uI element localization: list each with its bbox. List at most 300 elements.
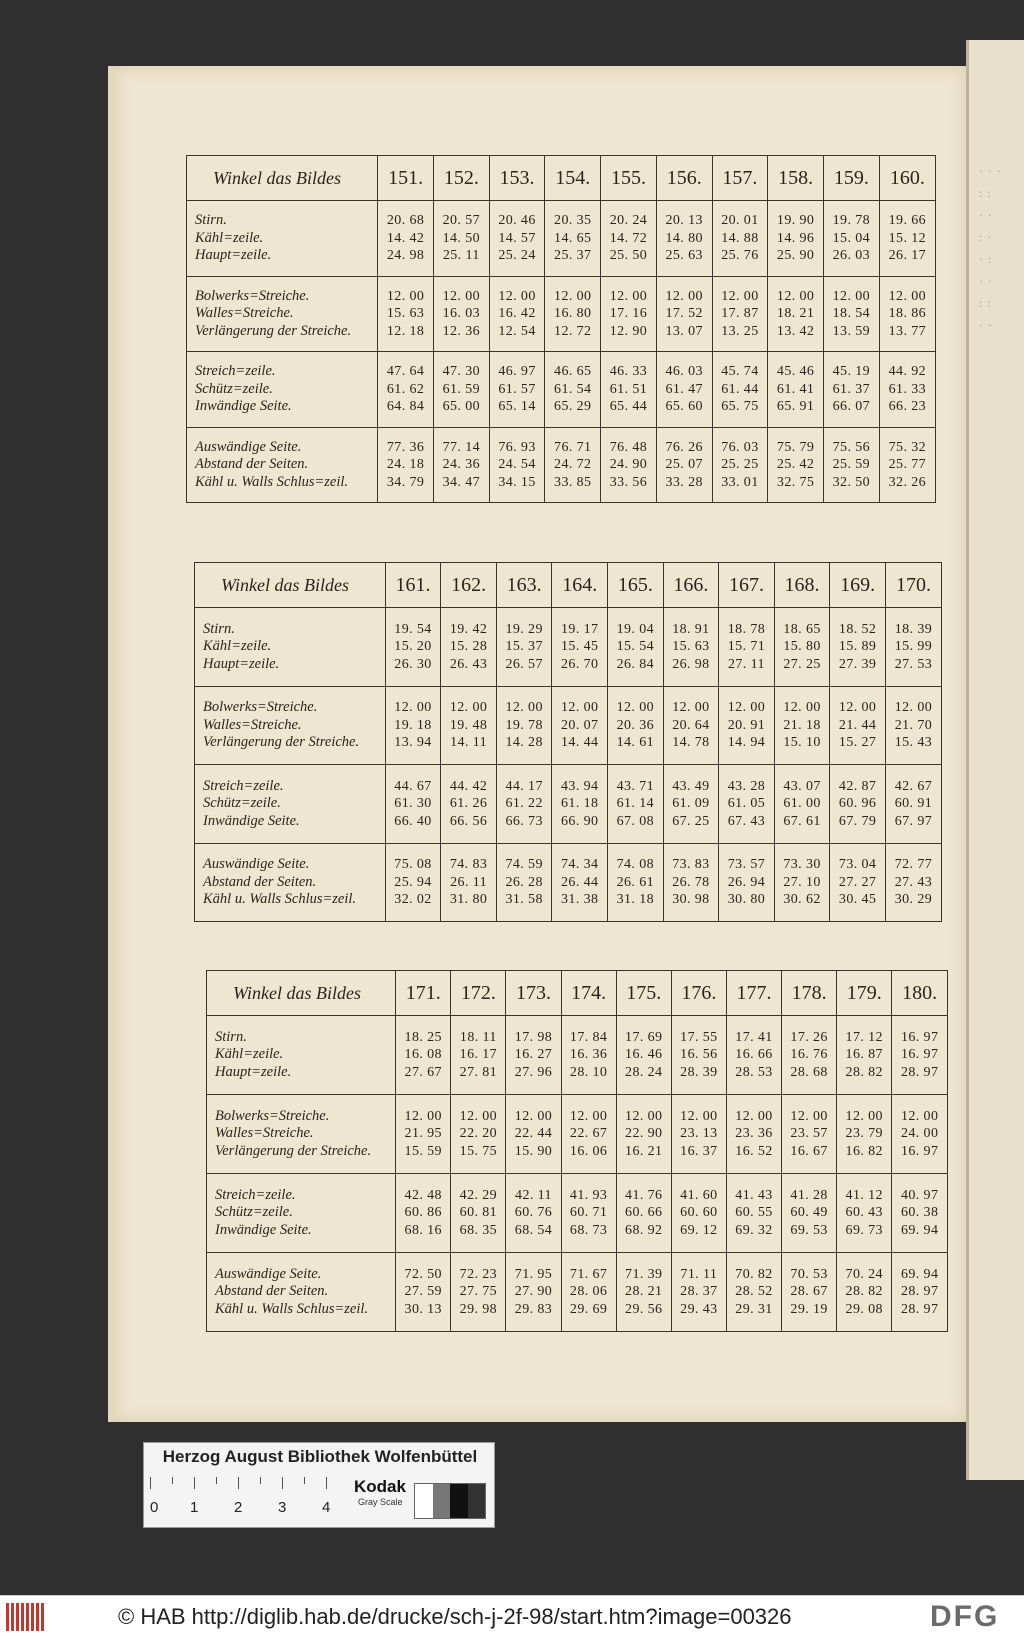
ruler-number: 0 xyxy=(150,1499,159,1516)
value: 33. 01 xyxy=(721,474,759,490)
value: 68. 35 xyxy=(459,1222,498,1238)
row-labels xyxy=(207,1253,396,1331)
value-cell xyxy=(552,765,608,844)
value-cell xyxy=(441,765,497,844)
value: 16. 42 xyxy=(498,306,536,322)
value-cell xyxy=(451,1095,506,1174)
value: 15. 12 xyxy=(888,230,927,246)
value: 12. 90 xyxy=(609,323,648,339)
value: 15. 80 xyxy=(783,639,821,655)
value-cell xyxy=(545,201,601,277)
value: 12. 00 xyxy=(394,700,432,716)
value-cell xyxy=(663,765,719,844)
value: 16. 97 xyxy=(900,1029,939,1045)
value-cell xyxy=(552,843,608,921)
value-cell xyxy=(506,1253,561,1331)
value-cell xyxy=(726,1174,781,1253)
value: 25. 24 xyxy=(498,248,536,264)
value: 26. 78 xyxy=(672,874,710,890)
row-label: Streich=zeile. xyxy=(203,777,284,794)
adjacent-page-bleed: · · · : : · · : · · : · · : : · · xyxy=(979,164,1002,332)
value-cell xyxy=(830,843,886,921)
value: 21. 70 xyxy=(894,717,933,733)
ruler-number: 2 xyxy=(234,1499,243,1516)
value: 26. 11 xyxy=(450,874,488,890)
value: 16. 97 xyxy=(900,1047,939,1063)
value: 61. 30 xyxy=(394,796,432,812)
value: 44. 92 xyxy=(888,364,927,380)
value: 65. 60 xyxy=(665,399,703,415)
value-cell xyxy=(712,352,768,428)
row-label: Stirn. xyxy=(215,1028,247,1045)
value: 27. 39 xyxy=(838,656,877,672)
row-labels xyxy=(195,686,385,765)
value: 20. 64 xyxy=(672,717,710,733)
value: 29. 19 xyxy=(790,1301,828,1317)
value-cell xyxy=(506,1174,561,1253)
copyright-url[interactable]: © HAB http://diglib.hab.de/drucke/sch-j-2f-98/start.htm?image=00326 xyxy=(118,1604,792,1629)
value: 24. 36 xyxy=(442,457,481,473)
value: 31. 80 xyxy=(449,892,488,908)
value: 17. 55 xyxy=(680,1029,718,1045)
value: 30. 80 xyxy=(727,892,766,908)
value: 23. 79 xyxy=(845,1126,883,1142)
angle-column-header: 162. xyxy=(441,563,497,608)
value-cell xyxy=(823,352,879,428)
value: 60. 49 xyxy=(790,1205,828,1221)
value: 26. 28 xyxy=(505,874,543,890)
value: 27. 53 xyxy=(894,656,933,672)
value: 60. 96 xyxy=(838,796,877,812)
angle-column-header: 164. xyxy=(552,563,608,608)
value: 41. 28 xyxy=(790,1187,828,1203)
value: 73. 30 xyxy=(783,857,821,873)
value: 15. 89 xyxy=(838,639,877,655)
value-cell xyxy=(489,352,545,428)
value: 60. 55 xyxy=(735,1205,773,1221)
value: 19. 17 xyxy=(561,621,599,637)
table-row-group xyxy=(195,765,941,844)
value: 12. 00 xyxy=(665,288,703,304)
value: 12. 54 xyxy=(498,323,536,339)
value: 27. 27 xyxy=(838,874,877,890)
value-cell xyxy=(441,686,497,765)
row-labels xyxy=(195,843,385,921)
value: 47. 64 xyxy=(386,364,425,380)
value: 27. 75 xyxy=(459,1284,498,1300)
value-cell xyxy=(552,608,608,687)
value-cell xyxy=(663,608,719,687)
archive-label-card xyxy=(143,1442,495,1528)
value: 18. 25 xyxy=(404,1029,442,1045)
value: 20. 24 xyxy=(609,213,648,229)
value: 73. 57 xyxy=(727,857,766,873)
value-cell xyxy=(830,686,886,765)
value: 15. 63 xyxy=(386,306,425,322)
value: 61. 57 xyxy=(498,381,536,397)
row-label: Kähl u. Walls Schlus=zeil. xyxy=(215,1300,369,1317)
table-row-group xyxy=(195,686,941,765)
value: 20. 46 xyxy=(498,213,536,229)
value: 66. 07 xyxy=(832,399,871,415)
dfg-logo: DFG xyxy=(930,1600,1000,1633)
value: 25. 07 xyxy=(665,457,703,473)
row-label: Abstand der Seiten. xyxy=(215,1283,329,1300)
value: 27. 10 xyxy=(783,874,821,890)
value: 70. 53 xyxy=(790,1266,828,1282)
value: 12. 00 xyxy=(561,700,599,716)
value: 21. 18 xyxy=(783,717,821,733)
value: 32. 02 xyxy=(394,892,432,908)
value: 12. 00 xyxy=(900,1108,939,1124)
value: 61. 44 xyxy=(721,381,759,397)
value: 71. 67 xyxy=(569,1266,608,1282)
value: 60. 60 xyxy=(680,1205,718,1221)
value: 60. 91 xyxy=(894,796,933,812)
value: 12. 00 xyxy=(386,288,425,304)
row-labels xyxy=(187,276,378,352)
value: 26. 57 xyxy=(505,656,543,672)
value: 12. 00 xyxy=(894,700,933,716)
value: 15. 75 xyxy=(459,1143,498,1159)
value-cell xyxy=(601,352,657,428)
value: 19. 04 xyxy=(616,621,655,637)
value: 74. 83 xyxy=(449,857,488,873)
value: 42. 29 xyxy=(459,1187,498,1203)
value: 28. 53 xyxy=(735,1064,773,1080)
value: 27. 67 xyxy=(404,1064,442,1080)
value-cell xyxy=(837,1174,892,1253)
angle-column-header: 179. xyxy=(837,971,892,1016)
value: 61. 54 xyxy=(554,381,592,397)
value: 28. 24 xyxy=(625,1064,663,1080)
value: 77. 14 xyxy=(442,439,481,455)
value-cell xyxy=(441,843,497,921)
value-cell xyxy=(892,1016,947,1095)
row-label: Walles=Streiche. xyxy=(195,305,294,322)
row-labels xyxy=(195,765,385,844)
table-row-group xyxy=(195,608,941,687)
angle-column-header: 173. xyxy=(506,971,561,1016)
value-cell xyxy=(671,1095,726,1174)
row-label: Schütz=zeile. xyxy=(195,380,273,397)
value-cell xyxy=(496,686,552,765)
value: 70. 24 xyxy=(845,1266,883,1282)
value: 61. 47 xyxy=(665,381,703,397)
value: 61. 51 xyxy=(609,381,648,397)
value: 41. 12 xyxy=(845,1187,883,1203)
value: 30. 98 xyxy=(672,892,710,908)
angle-column-header: 165. xyxy=(608,563,664,608)
value-cell xyxy=(385,686,441,765)
value-cell xyxy=(663,686,719,765)
kodak-brand: Kodak xyxy=(354,1477,406,1496)
value: 60. 86 xyxy=(404,1205,442,1221)
value-cell xyxy=(719,765,775,844)
value: 13. 07 xyxy=(665,323,703,339)
value-cell xyxy=(768,276,824,352)
value: 19. 90 xyxy=(776,213,815,229)
angle-column-header: 151. xyxy=(378,156,434,201)
value: 60. 43 xyxy=(845,1205,883,1221)
angle-column-header: 166. xyxy=(663,563,719,608)
value: 40. 97 xyxy=(900,1187,939,1203)
value: 61. 59 xyxy=(442,381,481,397)
table-2 xyxy=(194,562,942,922)
value: 29. 98 xyxy=(459,1301,498,1317)
value: 16. 36 xyxy=(569,1047,608,1063)
value: 24. 18 xyxy=(386,457,425,473)
value: 15. 37 xyxy=(505,639,543,655)
value: 26. 30 xyxy=(394,656,432,672)
value-cell xyxy=(885,765,941,844)
value: 16. 80 xyxy=(554,306,592,322)
value-cell xyxy=(451,1174,506,1253)
value: 15. 20 xyxy=(394,639,432,655)
value: 42. 48 xyxy=(404,1187,442,1203)
value: 13. 77 xyxy=(888,323,927,339)
value: 29. 83 xyxy=(514,1301,553,1317)
value: 29. 31 xyxy=(735,1301,773,1317)
value-cell xyxy=(496,765,552,844)
value: 12. 00 xyxy=(735,1108,773,1124)
angle-column-header: 177. xyxy=(726,971,781,1016)
value-cell xyxy=(608,765,664,844)
value: 17. 16 xyxy=(609,306,648,322)
value: 28. 37 xyxy=(680,1284,718,1300)
value: 65. 00 xyxy=(442,399,481,415)
value: 13. 94 xyxy=(394,735,432,751)
viewer-footer xyxy=(0,1595,1024,1638)
value: 61. 62 xyxy=(386,381,425,397)
value-cell xyxy=(396,1095,451,1174)
row-labels xyxy=(187,352,378,428)
value: 17. 26 xyxy=(790,1029,828,1045)
value: 65. 91 xyxy=(776,399,815,415)
angle-column-header: 161. xyxy=(385,563,441,608)
value: 45. 46 xyxy=(776,364,815,380)
value: 27. 81 xyxy=(459,1064,498,1080)
row-label: Stirn. xyxy=(203,620,235,637)
value: 12. 36 xyxy=(442,323,481,339)
value-cell xyxy=(441,608,497,687)
value: 14. 88 xyxy=(721,230,759,246)
value: 15. 71 xyxy=(727,639,766,655)
value: 34. 15 xyxy=(498,474,536,490)
value-cell xyxy=(489,427,545,502)
value: 12. 72 xyxy=(554,323,592,339)
angle-column-header: 180. xyxy=(892,971,947,1016)
value-cell xyxy=(879,201,935,277)
value: 66. 40 xyxy=(394,813,432,829)
angle-header-label: Winkel das Bildes xyxy=(195,563,385,608)
angle-column-header: 171. xyxy=(396,971,451,1016)
value: 44. 42 xyxy=(449,778,488,794)
value-cell xyxy=(726,1253,781,1331)
value-cell xyxy=(823,276,879,352)
value: 29. 43 xyxy=(680,1301,718,1317)
value: 67. 08 xyxy=(616,813,655,829)
value: 18. 11 xyxy=(459,1029,497,1045)
adjacent-page-edge xyxy=(966,40,1024,1480)
value: 75. 32 xyxy=(888,439,927,455)
value: 66. 73 xyxy=(505,813,543,829)
angle-column-header: 159. xyxy=(823,156,879,201)
angle-column-header: 169. xyxy=(830,563,886,608)
value: 16. 87 xyxy=(845,1047,883,1063)
value: 23. 13 xyxy=(680,1126,718,1142)
value-cell xyxy=(601,276,657,352)
value: 60. 81 xyxy=(459,1205,498,1221)
value: 42. 87 xyxy=(838,778,877,794)
angle-column-header: 174. xyxy=(561,971,616,1016)
value: 67. 79 xyxy=(838,813,877,829)
value: 42. 11 xyxy=(515,1187,552,1203)
value-cell xyxy=(545,427,601,502)
angle-column-header: 157. xyxy=(712,156,768,201)
value: 18. 78 xyxy=(727,621,766,637)
value: 41. 43 xyxy=(735,1187,773,1203)
value: 29. 69 xyxy=(569,1301,608,1317)
value: 16. 37 xyxy=(680,1143,718,1159)
value: 28. 67 xyxy=(790,1284,828,1300)
value: 66. 56 xyxy=(449,813,488,829)
value-cell xyxy=(489,276,545,352)
value: 26. 70 xyxy=(561,656,599,672)
value: 15. 54 xyxy=(616,639,655,655)
value-cell xyxy=(656,352,712,428)
value: 67. 97 xyxy=(894,813,933,829)
value: 22. 90 xyxy=(625,1126,663,1142)
value: 71. 39 xyxy=(625,1266,663,1282)
value: 12. 00 xyxy=(727,700,766,716)
row-label: Abstand der Seiten. xyxy=(195,456,309,473)
row-labels xyxy=(207,1016,396,1095)
angle-column-header: 154. xyxy=(545,156,601,201)
value-cell xyxy=(451,1253,506,1331)
row-labels xyxy=(187,427,378,502)
value: 67. 25 xyxy=(672,813,710,829)
value-cell xyxy=(885,686,941,765)
value: 12. 00 xyxy=(625,1108,663,1124)
value: 16. 17 xyxy=(459,1047,498,1063)
value-cell xyxy=(489,201,545,277)
value-cell xyxy=(378,352,434,428)
value: 12. 00 xyxy=(449,700,488,716)
value-cell xyxy=(823,201,879,277)
value: 46. 97 xyxy=(498,364,536,380)
value: 75. 08 xyxy=(394,857,432,873)
value: 24. 72 xyxy=(554,457,592,473)
value-cell xyxy=(552,686,608,765)
value: 42. 67 xyxy=(894,778,933,794)
value: 28. 68 xyxy=(790,1064,828,1080)
row-label: Kähl=zeile. xyxy=(195,229,264,246)
value: 23. 57 xyxy=(790,1126,828,1142)
row-label: Verlängerung der Streiche. xyxy=(215,1142,372,1159)
value-cell xyxy=(823,427,879,502)
value: 28. 21 xyxy=(625,1284,663,1300)
value: 28. 97 xyxy=(900,1064,939,1080)
value: 60. 76 xyxy=(514,1205,553,1221)
value: 30. 62 xyxy=(783,892,821,908)
table-row-group xyxy=(187,352,935,428)
value-cell xyxy=(433,352,489,428)
value: 28. 52 xyxy=(735,1284,773,1300)
value: 18. 52 xyxy=(838,621,877,637)
value: 16. 76 xyxy=(790,1047,828,1063)
value: 12. 00 xyxy=(442,288,481,304)
value-cell xyxy=(719,686,775,765)
value-cell xyxy=(506,1016,561,1095)
value: 16. 03 xyxy=(442,306,481,322)
value: 25. 59 xyxy=(832,457,871,473)
value: 28. 10 xyxy=(569,1064,608,1080)
value: 12. 00 xyxy=(888,288,927,304)
row-label: Schütz=zeile. xyxy=(215,1204,293,1221)
value: 16. 08 xyxy=(404,1047,442,1063)
row-label: Streich=zeile. xyxy=(195,363,276,380)
value: 68. 54 xyxy=(514,1222,553,1238)
value: 12. 00 xyxy=(498,288,536,304)
value-cell xyxy=(885,608,941,687)
row-label: Kähl u. Walls Schlus=zeil. xyxy=(203,891,357,908)
value: 61. 14 xyxy=(616,796,655,812)
value: 17. 84 xyxy=(569,1029,608,1045)
value: 61. 22 xyxy=(505,796,543,812)
value-cell xyxy=(433,427,489,502)
value: 15. 63 xyxy=(672,639,710,655)
row-label: Bolwerks=Streiche. xyxy=(195,287,310,304)
value-cell xyxy=(601,427,657,502)
value: 44. 17 xyxy=(505,778,543,794)
value: 45. 19 xyxy=(832,364,871,380)
value: 19. 66 xyxy=(888,213,927,229)
value: 25. 77 xyxy=(888,457,927,473)
value: 76. 48 xyxy=(609,439,648,455)
value: 28. 06 xyxy=(569,1284,608,1300)
value: 71. 95 xyxy=(514,1266,553,1282)
angle-column-header: 160. xyxy=(879,156,935,201)
angle-column-header: 178. xyxy=(782,971,837,1016)
value: 12. 00 xyxy=(505,700,543,716)
value: 17. 87 xyxy=(721,306,759,322)
value: 68. 92 xyxy=(625,1222,663,1238)
value-cell xyxy=(782,1253,837,1331)
value-cell xyxy=(892,1253,947,1331)
value: 29. 08 xyxy=(845,1301,883,1317)
value-cell xyxy=(616,1095,671,1174)
value: 16. 56 xyxy=(680,1047,718,1063)
row-labels xyxy=(187,201,378,277)
row-label: Walles=Streiche. xyxy=(203,716,302,733)
value: 26. 43 xyxy=(449,656,488,672)
value-cell xyxy=(608,608,664,687)
value: 31. 58 xyxy=(505,892,543,908)
value: 25. 42 xyxy=(776,457,815,473)
value: 18. 39 xyxy=(894,621,933,637)
value: 74. 59 xyxy=(505,857,543,873)
value: 16. 67 xyxy=(790,1143,828,1159)
row-label: Kähl=zeile. xyxy=(203,638,272,655)
value: 16. 52 xyxy=(735,1143,773,1159)
value: 14. 80 xyxy=(665,230,703,246)
value: 13. 42 xyxy=(776,323,815,339)
value-cell xyxy=(656,276,712,352)
value-cell xyxy=(774,686,830,765)
row-label: Bolwerks=Streiche. xyxy=(203,699,318,716)
library-name: Herzog August Bibliothek Wolfenbüttel xyxy=(162,1447,478,1466)
